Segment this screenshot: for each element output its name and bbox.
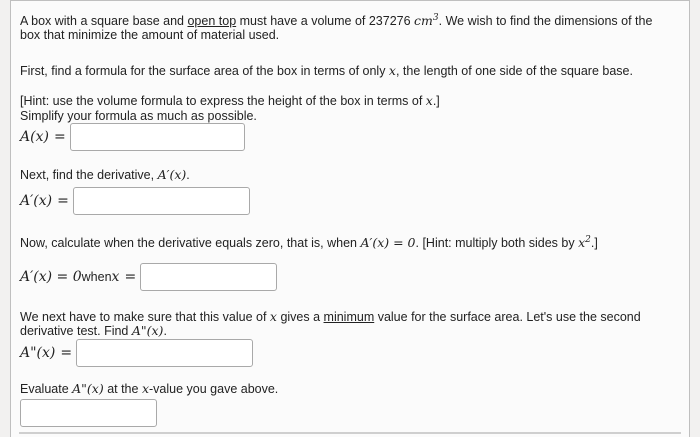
step3-instructions: Now, calculate when the derivative equals zero, that is, when A′(x) = 0. [Hint: multiply both sides by $x^2$.] [20, 235, 598, 251]
second-derivative-label: A"(x) [20, 345, 56, 361]
step2-answer-row: A′(x) = [20, 187, 250, 215]
step3-answer-row: A′(x) = 0 when x = [20, 263, 277, 291]
step1-simplify-note: Simplify your formula as much as possible. [20, 109, 257, 123]
surface-area-label: A(x) [20, 129, 49, 145]
surface-area-input[interactable] [70, 123, 245, 151]
divider [19, 432, 681, 434]
open-top-text: open top [187, 14, 237, 29]
question-panel [10, 0, 690, 437]
critical-x-input[interactable] [140, 263, 277, 291]
step2-instructions: Next, find the derivative, A′(x). [20, 167, 190, 182]
second-derivative-value-input[interactable] [20, 399, 157, 427]
critical-condition-label: A′(x) = 0 [20, 269, 82, 285]
second-derivative-input[interactable] [76, 339, 253, 367]
volume-unit: cm [414, 13, 433, 29]
step1-answer-row: A(x) = [20, 123, 245, 151]
step4-answer-row: A"(x) = [20, 339, 253, 367]
step5-instructions: Evaluate A"(x) at the x-value you gave above. [20, 381, 279, 396]
derivative-label: A′(x) [20, 193, 53, 209]
step1-hint: [Hint: use the volume formula to express the height of the box in terms of x.] [20, 93, 440, 108]
step1-instructions: First, find a formula for the surface area of the box in terms of only x, the length of one side of the square base. [20, 63, 633, 78]
step4-instructions: We next have to make sure that this value of x gives a minimum value for the surface area. Let's use the second derivative test. Find A"(x). [20, 309, 641, 338]
minimum-text: minimum [323, 310, 375, 324]
problem-statement: A box with a square base and open top must have a volume of 237276 $cm^3$. We wish to find the dimensions of the box that minimize the amount of material used. [20, 13, 653, 43]
step5-answer-row [20, 399, 157, 427]
derivative-input[interactable] [73, 187, 250, 215]
